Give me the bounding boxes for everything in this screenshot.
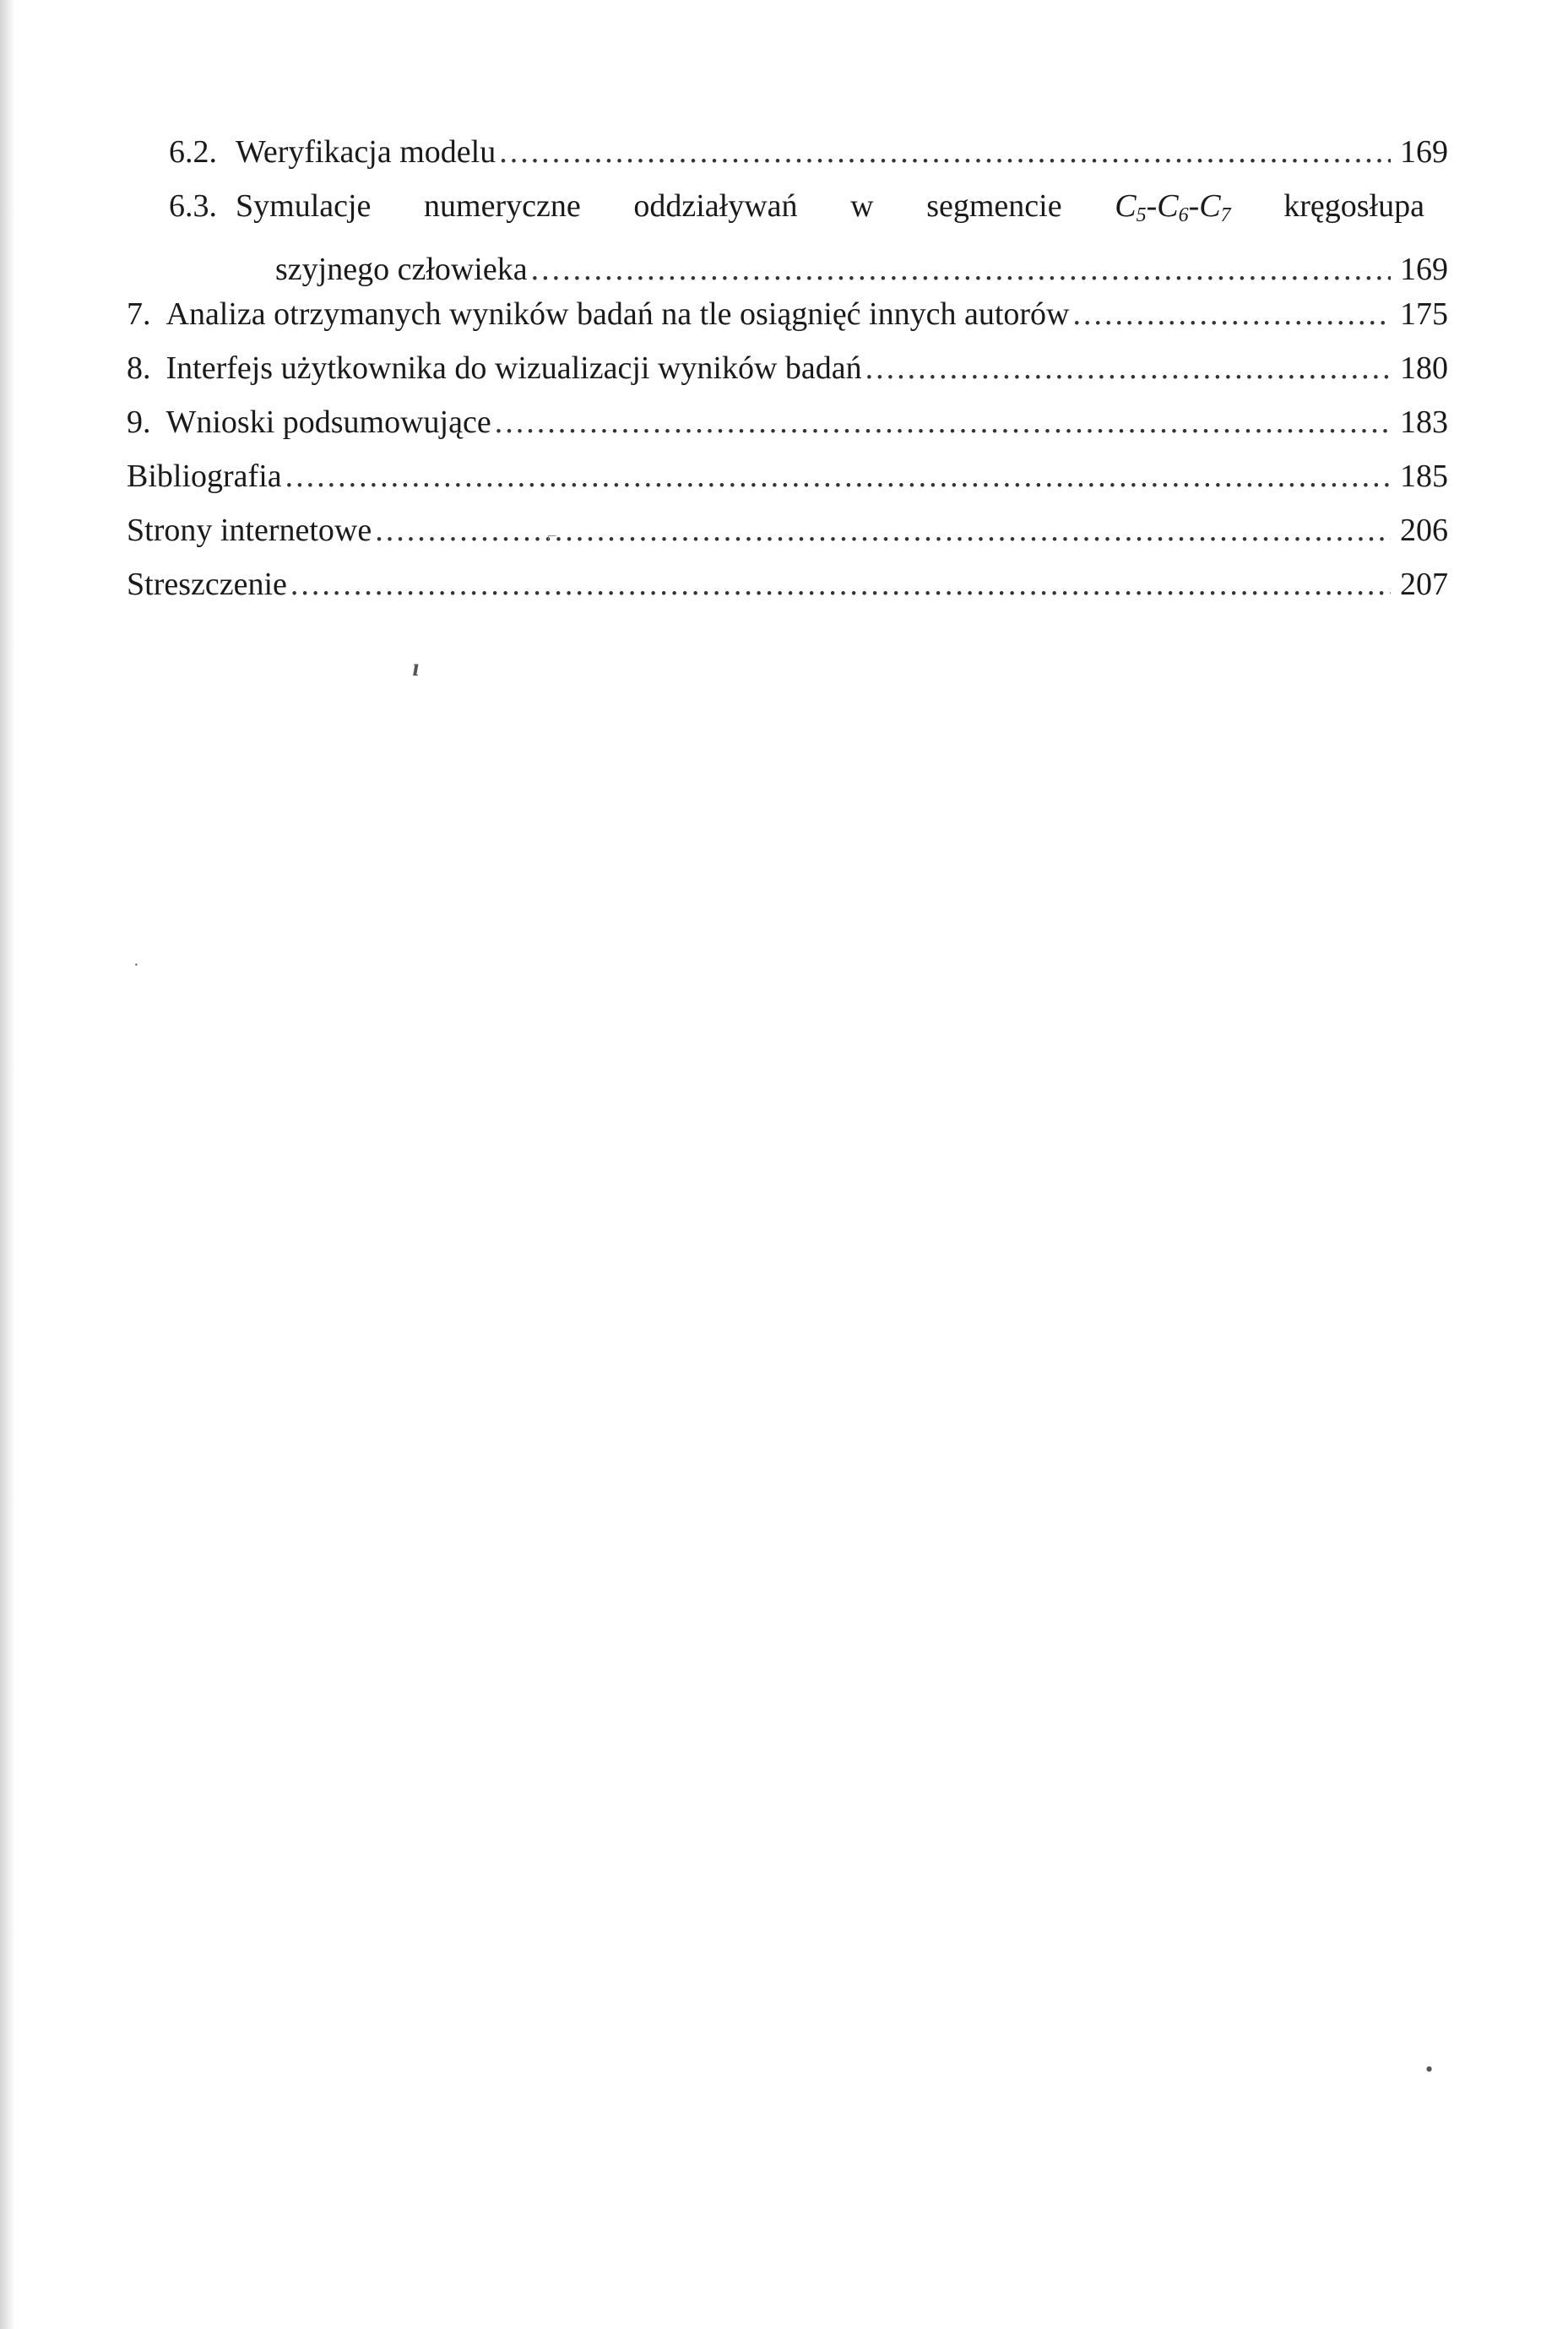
toc-entry-page: 180 (1400, 350, 1448, 386)
toc-entry-page: 169 (1400, 252, 1448, 287)
toc-entry-websites[interactable] (127, 503, 1448, 557)
scan-speck: · (133, 956, 139, 974)
toc-entry-9[interactable] (127, 395, 1448, 449)
toc-entry-title: Weryfikacja modelu (236, 134, 496, 170)
dot-leader (865, 341, 1391, 395)
toc-entry-page: 185 (1400, 459, 1448, 494)
toc-entry-page: 207 (1400, 567, 1448, 602)
toc-entry-bibliography[interactable] (127, 449, 1448, 503)
dot-leader (285, 449, 1391, 503)
scan-edge-shadow (0, 0, 15, 2329)
toc-entry-number: 8. (127, 350, 151, 386)
scan-speck: • (1425, 2057, 1434, 2082)
scan-speck: ⌐ (547, 527, 557, 546)
toc-entry-number: 6.3. (169, 188, 217, 224)
toc-entry-title: Wnioski podsumowujące (165, 404, 491, 440)
toc-entry-summary[interactable] (127, 557, 1448, 611)
scan-speck: ɪ (412, 654, 420, 681)
toc-entry-title-line2: szyjnego człowieka (275, 252, 528, 287)
toc-entry-page: 206 (1400, 513, 1448, 548)
title-word: Symulacje (236, 188, 372, 224)
toc-entry-page: 169 (1400, 134, 1448, 170)
toc-entry-6-3[interactable] (127, 179, 1448, 287)
table-of-contents (127, 125, 1448, 611)
dot-leader (499, 125, 1391, 179)
title-word: w (850, 188, 874, 224)
title-word: kręgosłupa (1283, 188, 1424, 224)
toc-entry-title: Bibliografia (127, 459, 282, 494)
toc-entry-title: Streszczenie (127, 567, 287, 602)
dot-leader (290, 557, 1391, 611)
toc-entry-title: Analiza otrzymanych wyników badań na tle osiągnięć innych autorów (165, 296, 1070, 332)
toc-entry-title: Interfejs użytkownika do wizualizacji wyników badań (165, 350, 862, 386)
toc-entry-page: 175 (1400, 296, 1448, 332)
title-word: oddziaływań (633, 188, 798, 224)
dot-leader (375, 503, 1391, 557)
dot-leader (495, 395, 1391, 449)
toc-entry-title-line1 (236, 179, 1424, 242)
toc-entry-7[interactable] (127, 287, 1448, 341)
toc-entry-number: 9. (127, 404, 151, 440)
toc-entry-number: 6.2. (169, 134, 217, 170)
toc-entry-6-2[interactable] (127, 125, 1448, 179)
toc-entry-title: Strony internetowe (127, 513, 372, 548)
segment-formula: $C_5-C_6-C_7$ (1115, 188, 1231, 226)
dot-leader (1073, 287, 1392, 341)
toc-entry-8[interactable] (127, 341, 1448, 395)
toc-entry-number: 7. (127, 296, 151, 332)
title-word: numeryczne (424, 188, 581, 224)
title-word: segmencie (926, 188, 1062, 224)
toc-entry-page: 183 (1400, 404, 1448, 440)
